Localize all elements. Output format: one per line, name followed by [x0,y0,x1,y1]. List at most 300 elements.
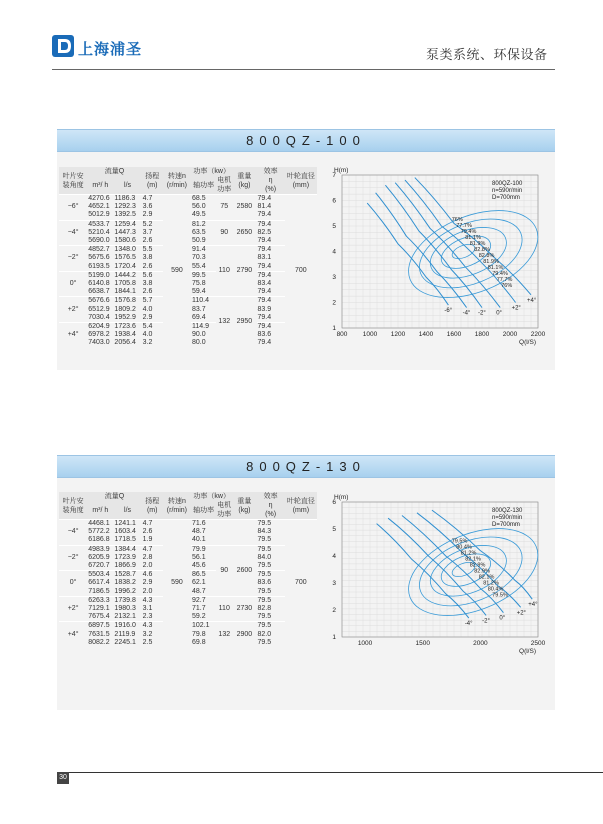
spec-table-800qz-100 [59,167,317,348]
flow-m3-cell: 7186.5 [88,587,110,595]
chart-subtitle: 800QZ-100 [492,181,523,187]
flow-m3-cell: 6617.4 [88,579,110,587]
motor-power-cell: 132 [216,297,232,348]
head-cell: 4.6 [142,571,163,580]
y-axis-label: H(m) [334,494,349,501]
flow-ls-cell: 1720.4 [114,262,136,270]
weight-cell: 2650 [232,220,256,246]
head-cell: 5.2 [142,220,163,229]
flow-m3-cell: 7129.1 [88,605,110,613]
efficiency-cell: 79.4 [257,246,285,255]
flow-m3-cell: 6720.7 [88,562,110,570]
efficiency-label: 76% [501,282,513,289]
weight-cell: 2900 [232,622,256,647]
flow-ls-cell: 1259.4 [113,220,141,229]
flow-ls-cell: 1718.5 [114,536,136,544]
x-tick-label: 2000 [473,640,488,647]
head-cell: 2.9 [142,579,153,587]
efficiency-cell: 84.0 [257,553,272,561]
head-cell: 2.6 [142,262,153,270]
page-tagline: 泵类系统、环保设备 [426,47,548,62]
shaft-power-cell: 83.7 [192,305,206,313]
head-cell: 2.9 [142,313,153,321]
table-header [59,492,317,520]
weight-cell: 2730 [232,596,256,622]
head-cell: 4.7 [142,195,163,204]
flow-ls-cell: 1838.2 [114,579,136,587]
efficiency-cell: 81.4 [257,203,272,211]
speed-cell: 590 [163,520,191,648]
angle-cell: −2° [59,545,87,571]
table-header [59,167,317,195]
flow-m3-cell: 5210.4 [88,228,110,236]
performance-chart-800qz-130 [322,490,554,670]
col-power-header: 功率（kw） [193,493,230,500]
shaft-power-cell: 56.1 [192,553,206,561]
efficiency-label: 79.5% [492,592,508,599]
table-row [59,195,317,204]
col-angle-header: 叶片安 装角度 [62,172,84,189]
efficiency-cell: 84.3 [257,528,272,536]
efficiency-label: 76% [451,216,463,223]
col-eff-header: 效率 η (%) [263,168,278,193]
shaft-power-cell: 70.3 [192,254,206,262]
page-number: 30 [57,772,69,784]
head-cell: 1.9 [142,536,153,544]
efficiency-cell: 79.5 [257,622,285,631]
y-axis-label: H(m) [334,167,349,174]
weight-cell: 2790 [232,246,256,297]
angle-label: -6° [444,308,453,315]
head-cell: 2.6 [142,237,153,245]
impeller-cell: 700 [285,195,317,348]
efficiency-label: 81.1% [487,264,504,271]
chart-subtitle: n=590r/min [492,515,523,521]
angle-cell: −2° [59,246,87,272]
angle-cell: +4° [59,622,87,647]
efficiency-label: 77.7% [496,276,513,283]
efficiency-cell: 82.8 [257,605,272,613]
x-tick-label: 1600 [446,331,462,338]
col-motor-header: 电机 功率 [217,502,232,518]
efficiency-label: 79.5% [451,538,468,545]
head-cell: 3.8 [142,280,153,288]
chart-subtitle: D=700mm [492,195,520,201]
table-row [59,520,317,529]
page-header [0,0,603,75]
col-flow-m3-header: m³/ h [92,181,109,189]
shaft-power-cell: 71.7 [192,605,206,613]
head-cell: 3.1 [142,605,153,613]
flow-ls-cell: 2132.1 [114,613,136,621]
head-cell: 2.9 [142,211,153,219]
angle-cell: +2° [59,297,87,323]
head-cell: 4.7 [142,545,163,554]
flow-ls-cell: 1241.1 [113,520,141,529]
flow-ls-cell: 1444.2 [113,271,141,280]
flow-m3-cell: 7631.5 [88,630,110,638]
efficiency-cell: 79.4 [257,211,272,219]
y-tick-label: 1 [332,325,336,332]
flow-ls-cell: 1809.2 [114,305,136,313]
shaft-power-cell: 45.6 [192,562,206,570]
flow-m3-cell: 6263.3 [87,596,113,605]
angle-cell: +2° [59,596,87,622]
efficiency-cell: 83.6 [257,579,272,587]
motor-power-cell: 90 [216,545,232,596]
col-shaft-header: 轴功率 [193,506,215,514]
col-flow-header: 流量Q [104,493,125,500]
col-speed-header: 转速n (r/min) [166,497,188,514]
col-weight-header: 重量 (kg) [237,172,252,189]
company-logo-icon [52,35,74,57]
chart-subtitle: n=590r/min [492,188,523,194]
flow-m3-cell: 7403.0 [88,339,110,347]
head-cell: 4.0 [142,305,153,313]
motor-power-cell: 75 [216,195,232,221]
flow-ls-cell: 1723.9 [114,553,136,561]
efficiency-cell: 82.5 [257,228,272,236]
y-tick-label: 5 [332,526,336,533]
angle-label: -2° [478,310,486,317]
flow-ls-cell: 1844.1 [114,288,136,296]
flow-m3-cell: 5676.6 [87,297,113,306]
y-tick-label: 6 [332,197,336,205]
flow-m3-cell: 6205.9 [88,553,110,561]
speed-cell: 590 [163,195,191,348]
shaft-power-cell: 48.7 [192,587,206,595]
head-cell: 3.2 [142,339,153,347]
shaft-power-cell: 92.7 [191,596,216,605]
shaft-power-cell: 48.7 [192,528,206,536]
shaft-power-cell: 56.0 [192,203,206,211]
shaft-power-cell: 63.5 [192,228,206,236]
efficiency-cell: 83.9 [257,305,272,313]
efficiency-cell: 82.0 [257,630,272,638]
efficiency-cell: 79.5 [257,536,272,544]
shaft-power-cell: 69.8 [192,638,206,646]
efficiency-label: 82.1% [478,574,495,581]
efficiency-cell: 79.5 [257,613,272,621]
section-banner-800qz-100 [57,129,555,152]
x-tick-label: 2000 [502,331,518,338]
col-flow-m3-header: m³/ h [92,506,109,514]
col-angle-header: 叶片安 装角度 [62,497,84,514]
flow-ls-cell: 1603.4 [114,528,136,536]
efficiency-cell: 79.4 [257,195,285,204]
flow-ls-cell: 1384.4 [113,545,141,554]
efficiency-cell: 79.5 [257,638,272,646]
efficiency-cell: 79.4 [257,297,285,306]
shaft-power-cell: 40.1 [192,536,206,544]
shaft-power-cell: 91.4 [191,246,216,255]
col-head-header: 扬程 (m) [145,497,160,514]
weight-cell: 2580 [232,195,256,221]
section-title: 800QZ-100 [246,133,366,148]
angle-cell: +4° [59,323,87,348]
shaft-power-cell: 110.4 [191,297,216,306]
head-cell: 5.5 [142,246,163,255]
y-tick-label: 2 [332,607,336,614]
shaft-power-cell: 99.5 [191,271,216,280]
shaft-power-cell: 81.2 [191,220,216,229]
x-tick-label: 1400 [418,331,434,338]
head-cell: 2.8 [142,553,153,561]
efficiency-label: 81.9% [483,258,499,265]
head-cell: 4.3 [142,596,163,605]
y-tick-label: 5 [332,223,336,230]
flow-ls-cell: 1576.8 [113,297,141,306]
flow-m3-cell: 6897.5 [87,622,113,631]
flow-m3-cell: 5012.9 [88,211,110,219]
efficiency-cell: 79.4 [257,339,272,347]
flow-ls-cell: 1392.5 [114,211,136,219]
efficiency-cell: 79.5 [257,587,272,595]
y-tick-label: 4 [332,553,336,560]
y-tick-label: 3 [332,274,336,281]
shaft-power-cell: 80.0 [192,339,206,347]
angle-label: -4° [464,621,473,628]
weight-cell: 2950 [232,297,256,348]
performance-chart-800qz-100 [322,163,554,363]
col-flow-ls-header: l/s [124,181,132,189]
efficiency-cell: 79.4 [257,323,285,332]
col-shaft-header: 轴功率 [193,181,215,189]
shaft-power-cell: 69.4 [192,313,206,321]
impeller-cell: 700 [285,520,317,648]
efficiency-label: 79.4% [492,270,508,277]
angle-label: -2° [482,618,490,625]
flow-m3-cell: 4983.9 [87,545,113,554]
head-cell: 2.0 [142,562,153,570]
flow-ls-cell: 1580.6 [114,237,136,245]
flow-m3-cell: 4468.1 [87,520,113,529]
efficiency-cell: 79.4 [257,262,272,270]
efficiency-cell: 83.6 [257,331,272,339]
angle-label: 0° [499,615,506,622]
section-title: 800QZ-130 [246,459,366,474]
flow-ls-cell: 1348.0 [113,246,141,255]
section-banner-800qz-130 [57,455,555,478]
head-cell: 2.0 [142,587,153,595]
efficiency-label: 81.9% [469,240,486,247]
flow-ls-cell: 1576.5 [114,254,136,262]
table-body [59,195,317,348]
flow-m3-cell: 4533.7 [87,220,113,229]
col-impeller-header: 叶轮直径 (mm) [286,172,315,189]
x-tick-label: 1800 [474,331,490,338]
head-cell: 3.6 [142,203,153,211]
chart-subtitle: D=700mm [492,522,520,528]
x-axis-label: Q(l/S) [519,648,536,655]
flow-m3-cell: 6140.8 [88,280,110,288]
spec-table-800qz-130 [59,492,317,647]
efficiency-cell: 83.1 [257,254,272,262]
shaft-power-cell: 68.5 [191,195,216,204]
angle-cell: −4° [59,220,87,246]
motor-power-cell [216,520,232,546]
efficiency-cell: 79.5 [257,520,285,529]
shaft-power-cell: 55.4 [192,262,206,270]
flow-ls-cell: 2056.4 [114,339,136,347]
head-cell: 2.6 [142,528,153,536]
efficiency-label: 82.9% [474,568,490,575]
col-speed-header: 转速n (r/min) [166,172,188,189]
head-cell: 4.0 [142,331,153,339]
col-flow-header: 流量Q [104,168,125,175]
x-tick-label: 1500 [415,640,430,647]
angle-cell: −4° [59,520,87,546]
motor-power-cell: 110 [216,596,232,622]
shaft-power-cell: 71.6 [191,520,216,529]
flow-m3-cell: 4270.6 [87,195,113,204]
flow-ls-cell: 1952.9 [114,313,136,321]
x-tick-label: 1000 [357,640,373,647]
y-tick-label: 3 [332,580,336,587]
head-cell: 4.3 [142,622,163,631]
angle-cell: 0° [59,571,87,597]
shaft-power-cell: 90.0 [192,331,206,339]
flow-ls-cell: 1938.4 [114,331,136,339]
header-divider [52,69,555,70]
flow-m3-cell: 7675.4 [88,613,110,621]
efficiency-cell: 83.4 [257,280,272,288]
angle-curve [376,193,467,308]
efficiency-cell: 79.5 [257,596,285,605]
efficiency-cell: 79.4 [257,237,272,245]
flow-m3-cell: 5690.0 [88,237,110,245]
weight-cell: 2600 [232,545,256,596]
flow-ls-cell: 1705.8 [114,280,136,288]
head-cell: 3.2 [142,630,153,638]
shaft-power-cell: 59.2 [192,613,206,621]
flow-m3-cell: 5772.2 [88,528,110,536]
shaft-power-cell: 102.1 [191,622,216,631]
flow-ls-cell: 1739.8 [113,596,141,605]
flow-m3-cell: 7030.4 [88,313,110,321]
efficiency-label: 82.9% [469,562,486,569]
efficiency-label: 80.4% [456,544,472,551]
efficiency-label: 82.8% [474,246,490,253]
shaft-power-cell: 50.9 [192,237,206,245]
x-tick-label: 1000 [362,331,378,338]
flow-ls-cell: 1292.3 [114,203,136,211]
chart-subtitle: 800QZ-130 [492,508,523,514]
flow-m3-cell: 5503.4 [87,571,113,580]
angle-cell: −6° [59,195,87,221]
flow-m3-cell: 6193.5 [88,262,110,270]
col-weight-header: 重量 (kg) [237,497,252,514]
flow-m3-cell: 5675.6 [88,254,110,262]
motor-power-cell: 110 [216,246,232,297]
flow-m3-cell: 6512.9 [88,305,110,313]
efficiency-cell: 79.5 [257,571,285,580]
y-tick-label: 4 [332,248,336,256]
flow-ls-cell: 1866.9 [114,562,136,570]
head-cell: 5.6 [142,271,163,280]
flow-ls-cell: 1528.7 [113,571,141,580]
shaft-power-cell: 62.1 [192,579,206,587]
efficiency-label: 79.4% [460,228,477,235]
efficiency-label: 77.7% [456,222,472,229]
y-tick-label: 7 [332,172,336,179]
brand-name: 上海浦圣 [78,41,143,58]
efficiency-label: 82.8% [478,252,495,259]
flow-ls-cell: 1186.3 [113,195,141,204]
col-motor-header: 电机 功率 [217,177,232,193]
angle-label: +4° [528,602,538,609]
efficiency-cell: 79.4 [257,220,285,229]
flow-m3-cell: 6186.8 [88,536,110,544]
flow-ls-cell: 2245.1 [114,638,136,646]
y-tick-label: 1 [332,634,336,641]
efficiency-cell: 79.4 [257,288,272,296]
angle-label: +2° [511,305,521,312]
efficiency-cell: 79.4 [257,313,272,321]
flow-m3-cell: 5199.0 [87,271,113,280]
head-cell: 2.5 [142,638,153,646]
angle-cell: 0° [59,271,87,297]
flow-m3-cell: 6638.7 [88,288,110,296]
col-power-header: 功率（kw） [193,168,230,175]
efficiency-label: 82.1% [465,556,481,563]
y-tick-label: 2 [332,299,336,307]
head-cell: 3.7 [142,228,153,236]
flow-m3-cell: 8082.2 [88,638,110,646]
shaft-power-cell: 114.9 [191,323,216,332]
head-cell: 5.7 [142,297,163,306]
flow-ls-cell: 1723.6 [113,323,141,332]
x-tick-label: 1200 [390,331,406,338]
shaft-power-cell: 59.4 [192,288,206,296]
angle-label: 0° [496,310,502,317]
flow-ls-cell: 1916.0 [113,622,141,631]
shaft-power-cell: 79.9 [191,545,216,554]
col-impeller-header: 叶轮直径 (mm) [286,497,315,514]
shaft-power-cell: 75.8 [192,280,206,288]
x-tick-label: 800 [336,331,348,338]
x-axis-label: Q(l/S) [519,339,536,346]
table-body [59,520,317,648]
shaft-power-cell: 86.5 [191,571,216,580]
head-cell: 3.8 [142,254,153,262]
angle-label: +2° [516,610,526,617]
flow-m3-cell: 4852.7 [87,246,113,255]
x-tick-label: 2500 [530,640,546,647]
efficiency-cell: 79.5 [257,545,285,554]
flow-ls-cell: 2119.9 [114,630,136,638]
efficiency-label: 80.4% [487,586,504,593]
efficiency-label: 81.2% [460,550,477,557]
motor-power-cell: 132 [216,622,232,647]
efficiency-cell: 79.5 [257,562,272,570]
angle-label: +4° [527,297,537,304]
col-eff-header: 效率 η (%) [263,493,278,518]
head-cell: 2.3 [142,613,153,621]
col-flow-ls-header: l/s [124,506,132,514]
motor-power-cell: 90 [216,220,232,246]
y-tick-label: 6 [332,499,336,506]
head-cell: 4.7 [142,520,163,529]
head-cell: 5.4 [142,323,163,332]
flow-ls-cell: 1447.3 [114,228,136,236]
angle-label: -4° [462,310,471,317]
flow-m3-cell: 4652.1 [88,203,110,211]
head-cell: 2.6 [142,288,153,296]
shaft-power-cell: 79.8 [192,630,206,638]
x-tick-label: 2200 [530,331,546,338]
shaft-power-cell: 49.5 [192,211,206,219]
